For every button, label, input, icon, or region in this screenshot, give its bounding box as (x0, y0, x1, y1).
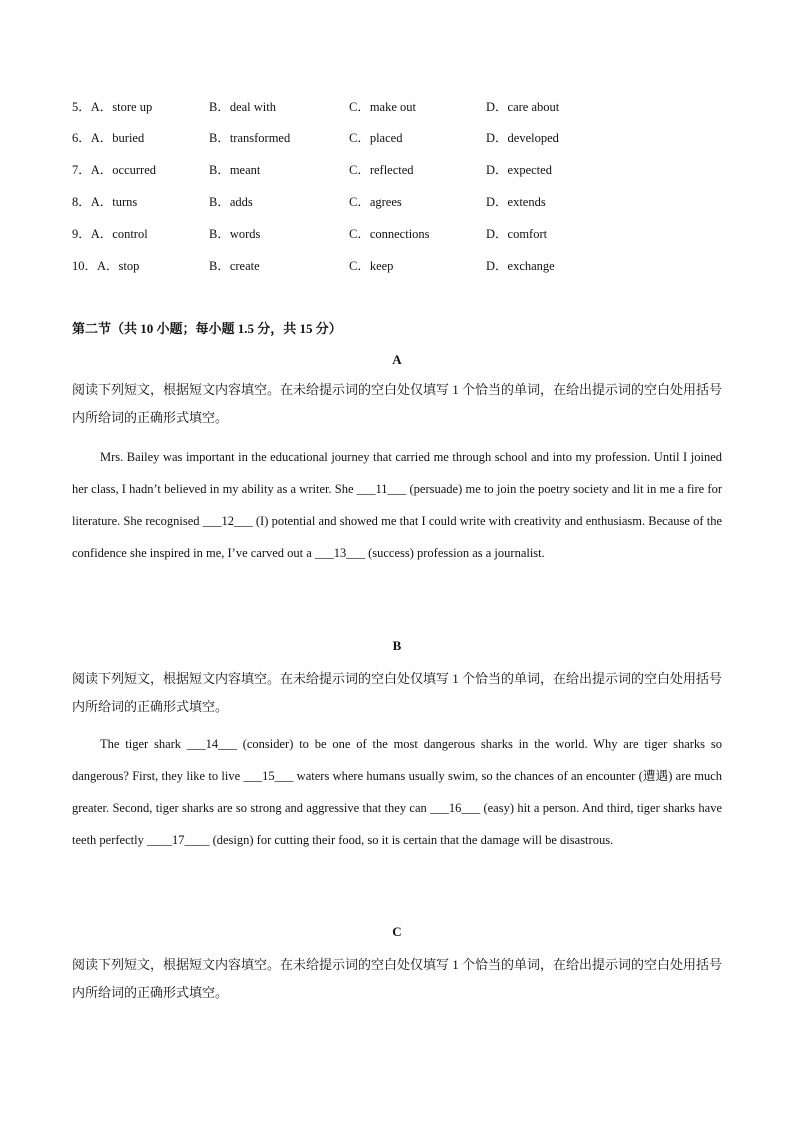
option-d: D．exchange (486, 259, 555, 273)
passage-b-text: The tiger shark ___14___ (consider) to be one of the most dangerous sharks in the world. Why are tiger sharks so dangerous? First, they like to live ___15___ waters where humans usually swim, so the chances of an encounter (遭遇) are much greater. Second, tiger sharks are so strong and aggressive that they can ___16___ (easy) hit a person. And third, tiger sharks have teeth perfectly ____17____ (design) for cutting their food, so it is certain that the damage will be disastrous. (72, 737, 722, 847)
option-b: B．adds (209, 195, 253, 209)
option-c: C．keep (349, 259, 394, 273)
option-a: 7．A．occurred (72, 163, 156, 177)
option-d: D．developed (486, 131, 559, 145)
passage-a-text: Mrs. Bailey was important in the educational journey that carried me through school and into my profession. Until I joined her class, I hadn’t believed in my ability as a writer. She ___11___ (persuade) me to join the poetry society and lit in me a fire for literature. She recognised ___12___ (I) potential and showed me that I could write with creativity and enthusiasm. Because of the confidence she inspired in me, I’ve carved out a ___13___ (success) profession as a journalist. (72, 450, 722, 560)
option-c: C．placed (349, 131, 403, 145)
option-a: 5．A．store up (72, 100, 153, 114)
passage-c-heading: C (392, 924, 402, 939)
passage-a-heading: A (392, 352, 402, 367)
passage-b-instruction: 阅读下列短文，根据短文内容填空。在未给提示词的空白处仅填写 1 个恰当的单词，在给出提示词的空白处用括号内所给词的正确形式填空。 (72, 671, 723, 714)
option-c: C．agrees (349, 195, 402, 209)
option-c: C．connections (349, 227, 430, 241)
option-c: C．reflected (349, 163, 414, 177)
option-a: 8．A．turns (72, 195, 138, 209)
option-d: D．expected (486, 163, 552, 177)
option-b: B．meant (209, 163, 261, 177)
passage-c-instruction: 阅读下列短文，根据短文内容填空。在未给提示词的空白处仅填写 1 个恰当的单词，在给出提示词的空白处用括号内所给词的正确形式填空。 (72, 957, 723, 1000)
option-c: C．make out (349, 100, 417, 114)
option-d: D．extends (486, 195, 546, 209)
option-a: 10．A．stop (72, 259, 140, 273)
option-b: B．create (209, 259, 260, 273)
option-b: B．deal with (209, 100, 277, 114)
option-d: D．comfort (486, 227, 548, 241)
section-title: 第二节（共 10 小题；每小题 1.5 分，共 15 分） (72, 321, 342, 336)
passage-a-instruction: 阅读下列短文，根据短文内容填空。在未给提示词的空白处仅填写 1 个恰当的单词，在给出提示词的空白处用括号内所给词的正确形式填空。 (72, 382, 723, 425)
passage-b-heading: B (392, 638, 402, 653)
option-b: B．words (209, 227, 261, 241)
option-a: 6．A．buried (72, 131, 145, 145)
option-d: D．care about (486, 100, 560, 114)
option-b: B．transformed (209, 131, 291, 145)
option-a: 9．A．control (72, 227, 148, 241)
